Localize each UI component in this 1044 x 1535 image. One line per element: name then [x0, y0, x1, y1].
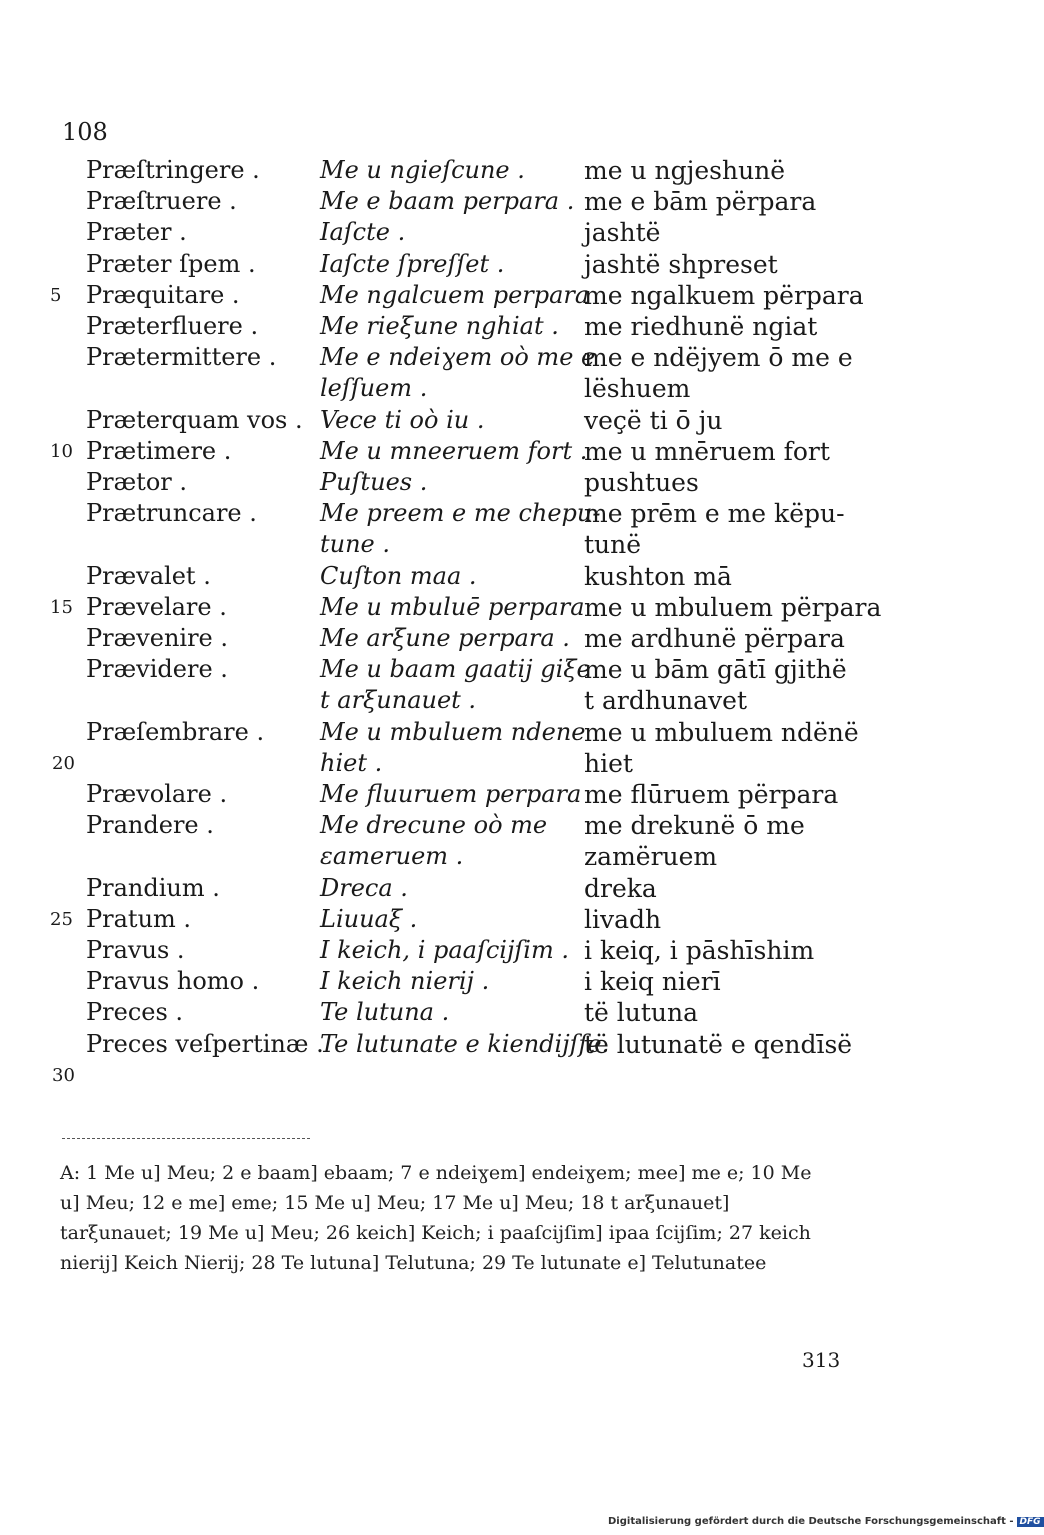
entry-row: [0, 780, 1000, 811]
old-albanian-term: Me u mbuluē perpara: [320, 592, 585, 621]
modern-albanian-term: me drekunë ō me: [584, 811, 805, 841]
modern-albanian-term: me u mbuluem përpara: [584, 592, 882, 622]
modern-albanian-term: hiet: [584, 748, 633, 778]
line-number: 15: [50, 596, 73, 618]
modern-albanian-term: me ngalkuem përpara: [584, 280, 864, 310]
modern-albanian-term: me u bām gātī gjithë: [584, 655, 847, 685]
entry-row: [0, 499, 1000, 530]
entry-row: [0, 343, 1000, 374]
line-number: 5: [50, 284, 62, 306]
old-albanian-term: Me drecune oò me: [320, 811, 548, 840]
latin-term: Preces veſpertinæ .: [86, 1029, 324, 1058]
entry-row: [0, 562, 1000, 593]
modern-albanian-term: me u mnēruem fort: [584, 436, 830, 466]
modern-albanian-term: i keiq, i pāshīshim: [584, 936, 815, 965]
entry-row: [0, 624, 1000, 655]
old-albanian-term: Puſtues .: [320, 468, 428, 496]
entry-row: [0, 842, 1000, 873]
latin-term: Prævenire .: [86, 624, 229, 652]
modern-albanian-term: me ardhunë përpara: [584, 624, 845, 653]
old-albanian-term: I keich nierij .: [320, 967, 490, 996]
modern-albanian-term: lëshuem: [584, 374, 691, 404]
modern-albanian-term: me u ngjeshunë: [584, 156, 786, 185]
footnote-apparatus: A: 1 Me u] Meu; 2 e baam] ebaam; 7 e ndeiɣem] endeiɣem; mee] me e; 10 Me u] Meu; 12 e me] eme; 15 Me u] Meu; 17 Me u] Meu; 18 t arξunauet] tarξunauet; 19 Me u] Meu; 26 keich] Keich; i paaſcijſim] ipaa ſcijſim; 27 keich nierij] Keich Nierij; 28 Te lutuna] Telutuna; 29 Te lutunate e] Telutunatee: [60, 1162, 812, 1274]
latin-term: Pravus homo .: [86, 967, 260, 996]
latin-term: Preces .: [86, 998, 184, 1027]
old-albanian-term: Me preem e me chepu-: [320, 499, 601, 528]
entry-row: [0, 936, 1000, 967]
modern-albanian-term: të lutunatë e qendīsë: [584, 1029, 853, 1059]
latin-term: Præterfluere .: [86, 312, 259, 340]
old-albanian-term: Me e ndeiɣem oò me e: [320, 343, 596, 372]
modern-albanian-term: veçë ti ō ju: [584, 405, 723, 435]
latin-term: Præſtringere .: [86, 156, 260, 184]
entry-row: [0, 312, 1000, 343]
modern-albanian-term: jashtë shpreset: [584, 249, 778, 279]
modern-albanian-term: kushton mā: [584, 561, 732, 591]
latin-term: Præſembrare .: [86, 717, 265, 746]
old-albanian-term: Me u mbuluem ndene: [320, 717, 586, 746]
line-number: 25: [50, 908, 73, 930]
entry-row: [0, 406, 1000, 437]
old-albanian-term: Me u mneeruem fort .: [320, 436, 588, 465]
modern-albanian-term: zamëruem: [584, 842, 718, 872]
modern-albanian-term: pushtues: [584, 468, 699, 497]
entry-row: [0, 686, 1000, 717]
modern-albanian-term: me e ndëjyem ō me e: [584, 343, 853, 373]
latin-term: Prandium .: [86, 873, 220, 902]
latin-term: Prævolare .: [86, 780, 228, 808]
old-albanian-term: leſſuem .: [320, 374, 428, 403]
latin-term: Prætruncare .: [86, 499, 257, 528]
entry-row: [0, 718, 1000, 749]
modern-albanian-term: me flūruem përpara: [584, 780, 839, 809]
modern-albanian-term: me e bām përpara: [584, 187, 817, 217]
entry-row: [0, 250, 1000, 281]
old-albanian-term: Me fluuruem perpara: [320, 780, 582, 808]
entry-row: [0, 998, 1000, 1029]
entry-row: [0, 374, 1000, 405]
entry-row: [0, 281, 1000, 312]
modern-albanian-term: të lutuna: [584, 998, 699, 1028]
latin-term: Prævalet .: [86, 561, 211, 590]
old-albanian-term: tune .: [320, 530, 391, 559]
credit-text: Digitalisierung gefördert durch die Deutsche Forschungsgemeinschaft -: [608, 1516, 1014, 1527]
entry-row: [0, 874, 1000, 905]
latin-term: Præquitare .: [86, 280, 240, 309]
entry-row: [0, 593, 1000, 624]
old-albanian-term: Dreca .: [320, 873, 408, 902]
old-albanian-term: t arξunauet .: [320, 686, 477, 715]
entry-row: [0, 811, 1000, 842]
old-albanian-term: ɛameruem .: [320, 842, 464, 871]
old-albanian-term: Vece ti oò iu .: [320, 405, 485, 434]
page-number-top: 108: [62, 118, 108, 146]
entry-row: [0, 1030, 1000, 1061]
entry-row: [0, 905, 1000, 936]
modern-albanian-term: t ardhunavet: [584, 686, 748, 716]
modern-albanian-term: me u mbuluem ndënë: [584, 717, 859, 747]
latin-term: Prævelare .: [86, 592, 227, 621]
old-albanian-term: Me rieξune nghiat .: [320, 312, 559, 340]
latin-term: Prævidere .: [86, 655, 228, 684]
latin-term: Pravus .: [86, 936, 185, 964]
old-albanian-term: Me ngalcuem perpara: [320, 280, 590, 309]
modern-albanian-term: livadh: [584, 904, 662, 934]
entry-row: [0, 749, 1000, 780]
old-albanian-term: Me u baam gaatij giξe: [320, 655, 591, 684]
entry-row: [0, 1061, 1000, 1092]
line-number: 30: [52, 1064, 75, 1086]
dfg-logo: DFG: [1017, 1517, 1044, 1527]
latin-term: Prætor .: [86, 468, 188, 496]
old-albanian-term: Te lutuna .: [320, 998, 450, 1027]
modern-albanian-term: i keiq nierī: [584, 967, 721, 997]
modern-albanian-term: jashtë: [584, 218, 661, 248]
old-albanian-term: Liuuaξ .: [320, 904, 418, 933]
modern-albanian-term: me riedhunë ngiat: [584, 312, 818, 341]
entry-row: [0, 156, 1000, 187]
entry-row: [0, 655, 1000, 686]
line-number: 10: [50, 440, 73, 462]
page-number-bottom: 313: [802, 1348, 841, 1372]
old-albanian-term: Me u ngieſcune .: [320, 156, 525, 184]
old-albanian-term: Me arξune perpara .: [320, 624, 570, 652]
entry-row: [0, 218, 1000, 249]
old-albanian-term: Me e baam perpara .: [320, 187, 575, 216]
modern-albanian-term: dreka: [584, 873, 657, 903]
latin-term: Prandere .: [86, 811, 214, 840]
entry-row: [0, 437, 1000, 468]
old-albanian-term: Iaſcte .: [320, 218, 406, 247]
old-albanian-term: hiet .: [320, 748, 383, 777]
old-albanian-term: Iaſcte ſpreſſet .: [320, 249, 505, 278]
old-albanian-term: Te lutunate e kiendijſſe.: [320, 1029, 610, 1058]
entry-row: [0, 967, 1000, 998]
latin-term: Præterquam vos .: [86, 405, 303, 434]
latin-term: Præter ſpem .: [86, 249, 256, 278]
digitization-credit: [608, 1516, 1044, 1527]
latin-term: Præſtruere .: [86, 187, 237, 216]
entry-row: [0, 187, 1000, 218]
footnote-separator: [62, 1138, 310, 1139]
latin-term: Prætimere .: [86, 436, 232, 465]
old-albanian-term: I keich, i paaſcijſim .: [320, 936, 569, 964]
modern-albanian-term: me prēm e me këpu-: [584, 499, 845, 529]
entry-row: [0, 530, 1000, 561]
line-number: 20: [52, 752, 75, 774]
modern-albanian-term: tunë: [584, 530, 642, 560]
latin-term: Pratum .: [86, 904, 192, 933]
latin-term: Præter .: [86, 218, 187, 247]
old-albanian-term: Cuſton maa .: [320, 561, 477, 590]
entry-row: [0, 468, 1000, 499]
latin-term: Prætermittere .: [86, 343, 277, 372]
